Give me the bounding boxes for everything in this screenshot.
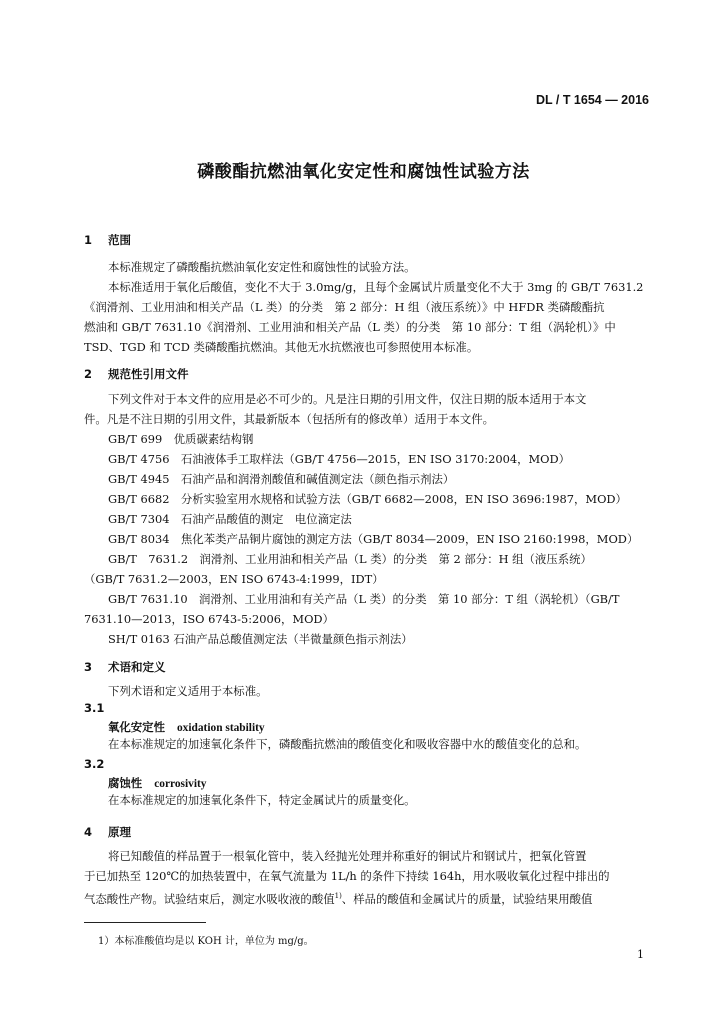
term-en: oxidation stability <box>176 722 265 734</box>
reference-line: （GB/T 7631.2—2003，EN ISO 6743-4:1999，IDT） <box>84 572 384 586</box>
paragraph-line: 本标准适用于氧化后酸值，变化不大于 3.0mg/g，且每个金属试片质量变化不大于 3mg 的 GB/T 7631.2 <box>108 280 644 294</box>
document-title: 磷酸酯抗燃油氧化安定性和腐蚀性试验方法 <box>197 162 530 182</box>
reference-line: GB/T 699 优质碳素结构钢 <box>108 432 254 446</box>
reference-line: GB/T 4756 石油液体手工取样法（GB/T 4756—2015，EN ISO 3170:2004，MOD） <box>108 452 570 466</box>
paragraph-line: 《润滑剂、工业用油和相关产品（L 类）的分类 第 2 部分：H 组（液压系统）》中 HFDR 类磷酸酯抗 <box>84 300 605 314</box>
term-zh: 腐蚀性 <box>108 776 143 790</box>
term-entry <box>108 719 265 735</box>
term-zh: 氧化安定性 <box>108 720 165 734</box>
footnote-separator <box>84 922 206 923</box>
reference-line: SH/T 0163 石油产品总酸值测定法（半微量颜色指示剂法） <box>108 632 413 646</box>
paragraph-line: TSD、TGD 和 TCD 类磷酸酯抗燃油。其他无水抗燃液也可参照使用本标准。 <box>84 340 479 354</box>
paragraph-line: 件。凡是不注日期的引用文件，其最新版本（包括所有的修改单）适用于本文件。 <box>84 412 495 426</box>
section-title: 范围 <box>108 233 131 247</box>
reference-line: GB/T 7631.10 润滑剂、工业用油和有关产品（L 类）的分类 第 10 部分：T 组（涡轮机）（GB/T <box>108 592 620 606</box>
section-number: 3 <box>84 660 93 674</box>
paragraph-line: 下列文件对于本文件的应用是必不可少的。凡是注日期的引用文件，仅注日期的版本适用于本文 <box>108 392 587 406</box>
page-number: 1 <box>637 948 644 961</box>
paragraph-line: 将已知酸值的样品置于一根氧化管中，装入经抛光处理并称重好的铜试片和钢试片，把氧化管置 <box>108 849 587 863</box>
reference-line: GB/T 8034 焦化苯类产品铜片腐蚀的测定方法（GB/T 8034—2009，EN ISO 2160:1998，MOD） <box>108 532 639 546</box>
section-title: 规范性引用文件 <box>108 367 189 381</box>
reference-line: GB/T 4945 石油产品和润滑剂酸值和碱值测定法（颜色指示剂法） <box>108 472 455 486</box>
section-number: 1 <box>84 233 93 247</box>
reference-line: GB/T 7631.2 润滑剂、工业用油和相关产品（L 类）的分类 第 2 部分：H 组（液压系统） <box>108 552 592 566</box>
paragraph-line: 燃油和 GB/T 7631.10《润滑剂、工业用油和相关产品（L 类）的分类 第 10 部分：T 组（涡轮机）》中 <box>84 320 616 334</box>
paragraph-line: 于已加热至 120℃的加热装置中，在氧气流量为 1L/h 的条件下持续 164h，用水吸收氧化过程中排出的 <box>84 869 610 883</box>
standard-number-header: DL / T 1654 — 2016 <box>535 93 649 107</box>
section-3-heading <box>84 659 166 675</box>
term-definition: 在本标准规定的加速氧化条件下，磷酸酯抗燃油的酸值变化和吸收容器中水的酸值变化的总和。 <box>108 737 587 751</box>
section-4-heading <box>84 824 131 840</box>
section-title: 原理 <box>108 825 131 839</box>
paragraph-line: 气态酸性产物。试验结束后，测定水吸收液的酸值$^{1)}$、样品的酸值和金属试片的质量，试验结果用酸值 <box>84 891 593 906</box>
term-definition: 在本标准规定的加速氧化条件下，特定金属试片的质量变化。 <box>108 793 416 807</box>
term-en: corrosivity <box>154 778 207 790</box>
section-number: 4 <box>84 825 93 839</box>
paragraph-line: 下列术语和定义适用于本标准。 <box>108 684 268 698</box>
reference-line: GB/T 6682 分析实验室用水规格和试验方法（GB/T 6682—2008，EN ISO 3696:1987，MOD） <box>108 492 627 506</box>
section-1-heading <box>84 232 131 248</box>
clause-number: 3.1 <box>84 701 105 715</box>
reference-line: 7631.10—2013，ISO 6743-5:2006，MOD） <box>84 612 334 626</box>
clause-number: 3.2 <box>84 757 105 771</box>
section-title: 术语和定义 <box>108 660 166 674</box>
section-2-heading <box>84 366 189 382</box>
paragraph-line: 本标准规定了磷酸酯抗燃油氧化安定性和腐蚀性的试验方法。 <box>108 260 416 274</box>
footnote-marker[interactable]: 1) <box>334 892 342 900</box>
footnote: 1）本标准酸值均是以 KOH 计，单位为 mg/g。 <box>98 936 314 947</box>
section-number: 2 <box>84 367 93 381</box>
reference-line: GB/T 7304 石油产品酸值的测定 电位滴定法 <box>108 512 352 526</box>
term-entry <box>108 775 207 791</box>
